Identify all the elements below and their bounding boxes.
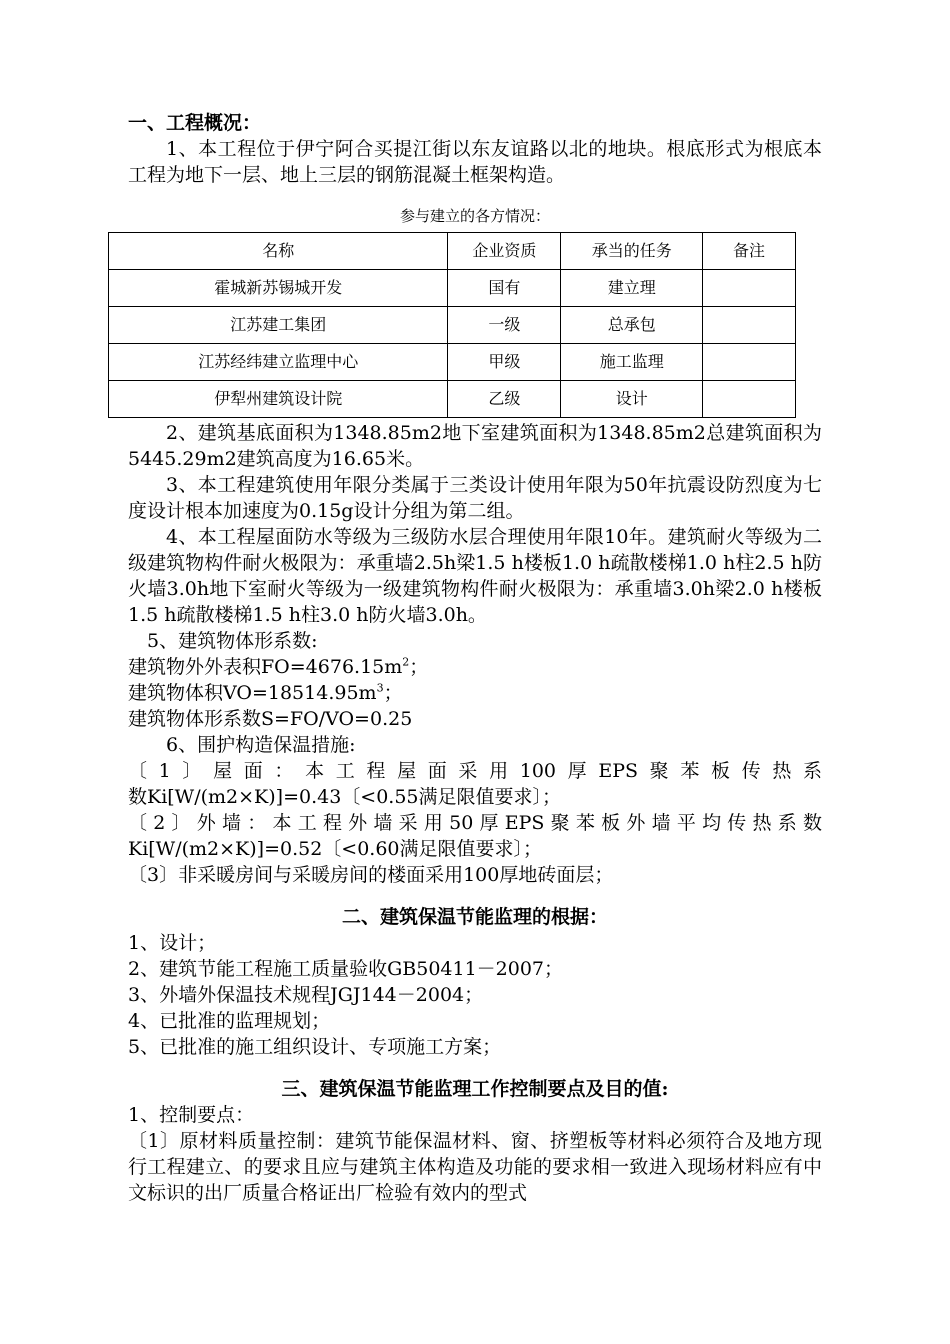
table-row [109, 307, 796, 344]
document-body [128, 110, 822, 1206]
section-1-heading: 一、工程概况： [128, 112, 262, 134]
table-row [109, 270, 796, 307]
cell-task: 设计 [561, 381, 703, 418]
cell-name: 霍城新苏锡城开发 [109, 270, 448, 307]
parties-table [108, 232, 796, 418]
cell-remarks [703, 307, 796, 344]
cell-qualification: 甲级 [448, 344, 561, 381]
cell-task: 总承包 [561, 307, 703, 344]
control-points-label: 1、控制要点： [128, 1104, 255, 1126]
cell-task: 施工监理 [561, 344, 703, 381]
table-row [109, 344, 796, 381]
cell-remarks [703, 344, 796, 381]
paragraph-3: 3、本工程建筑使用年限分类属于三类设计使用年限为50年抗震设防烈度为七度设计根本加速度为0.15g设计分组为第二组。 [128, 474, 822, 522]
volume-exponent: 3 [376, 681, 384, 695]
shape-coefficient-line: 建筑物体形系数S=FO/VO=0.25 [128, 708, 413, 730]
volume-line [128, 680, 822, 706]
header-qualification: 企业资质 [448, 233, 561, 270]
cell-name: 江苏经纬建立监理中心 [109, 344, 448, 381]
basis-item: 1、设计； [128, 932, 217, 954]
cell-qualification: 国有 [448, 270, 561, 307]
table-row [109, 381, 796, 418]
paragraph-6: 6、围护构造保温措施: [166, 734, 356, 756]
cell-qualification: 一级 [448, 307, 561, 344]
section-3-heading: 三、建筑保温节能监理工作控制要点及目的值: [281, 1078, 669, 1100]
basis-item: 2、建筑节能工程施工质量验收GB50411－2007； [128, 958, 564, 980]
roof-insulation-line-1: 〔1〕屋面：本工程屋面采用100厚EPS聚苯板传热系 [128, 760, 822, 782]
section-2-heading: 二、建筑保温节能监理的根据： [341, 906, 608, 928]
header-name: 名称 [109, 233, 448, 270]
cell-remarks [703, 270, 796, 307]
basis-item: 4、已批准的监理规划； [128, 1010, 331, 1032]
paragraph-1: 1、本工程位于伊宁阿合买提江街以东友谊路以北的地块。根底形式为根底本工程为地下一层、地上三层的钢筋混凝土框架构造。 [128, 138, 822, 186]
surface-area-line [128, 654, 822, 680]
paragraph-2: 2、建筑基底面积为1348.85m2地下室建筑面积为1348.85m2总建筑面积为5445.29m2建筑高度为16.65米。 [128, 422, 822, 470]
cell-task: 建立理 [561, 270, 703, 307]
raw-material-control: 〔1〕原材料质量控制：建筑节能保温材料、窗、挤塑板等材料必须符合及地方现行工程建立、的要求且应与建筑主体构造及功能的要求相一致进入现场材料应有中文标识的出厂质量合格证出厂检验有效内的型式 [128, 1130, 822, 1204]
roof-insulation-line-2: 数Ki[W/(m2×K)]=0.43〔<0.55满足限值要求〕； [128, 786, 562, 808]
floor-insulation: 〔3〕非采暖房间与采暖房间的楼面采用100厚地砖面层； [128, 864, 614, 886]
surface-area-end: ； [409, 656, 429, 678]
header-remarks: 备注 [703, 233, 796, 270]
volume-text: 建筑物体积VO=18514.95m [128, 682, 377, 704]
paragraph-5: 5、建筑物体形系数: [147, 630, 318, 652]
table-header-row [109, 233, 796, 270]
volume-end: ； [383, 682, 403, 704]
table-caption: 参与建立的各方情况： [399, 207, 550, 225]
cell-name: 伊犁州建筑设计院 [109, 381, 448, 418]
cell-remarks [703, 381, 796, 418]
surface-area-text: 建筑物外外表积FO=4676.15m [128, 656, 403, 678]
basis-item: 5、已批准的施工组织设计、专项施工方案； [128, 1036, 502, 1058]
basis-item: 3、外墙外保温技术规程JGJ144－2004； [128, 984, 484, 1006]
cell-qualification: 乙级 [448, 381, 561, 418]
cell-name: 江苏建工集团 [109, 307, 448, 344]
surface-area-exponent: 2 [402, 655, 410, 669]
paragraph-4: 4、本工程屋面防水等级为三级防水层合理使用年限10年。建筑耐火等级为二级建筑物构件耐火极限为：承重墙2.5h梁1.5 h楼板1.0 h疏散楼梯1.0 h柱2.5 h防火墙3.0h地下室耐火等级为一级建筑物构件耐火极限为：承重墙3.0h梁2.0 h楼板1.5 h疏散楼梯1.5 h柱3.0 h防火墙3.0h。 [128, 526, 822, 626]
wall-insulation: 〔2〕外墙：本工程外墙采用50厚EPS聚苯板外墙平均传热系数Ki[W/(m2×K)]=0.52〔<0.60满足限值要求〕； [128, 812, 822, 860]
header-task: 承当的任务 [561, 233, 703, 270]
